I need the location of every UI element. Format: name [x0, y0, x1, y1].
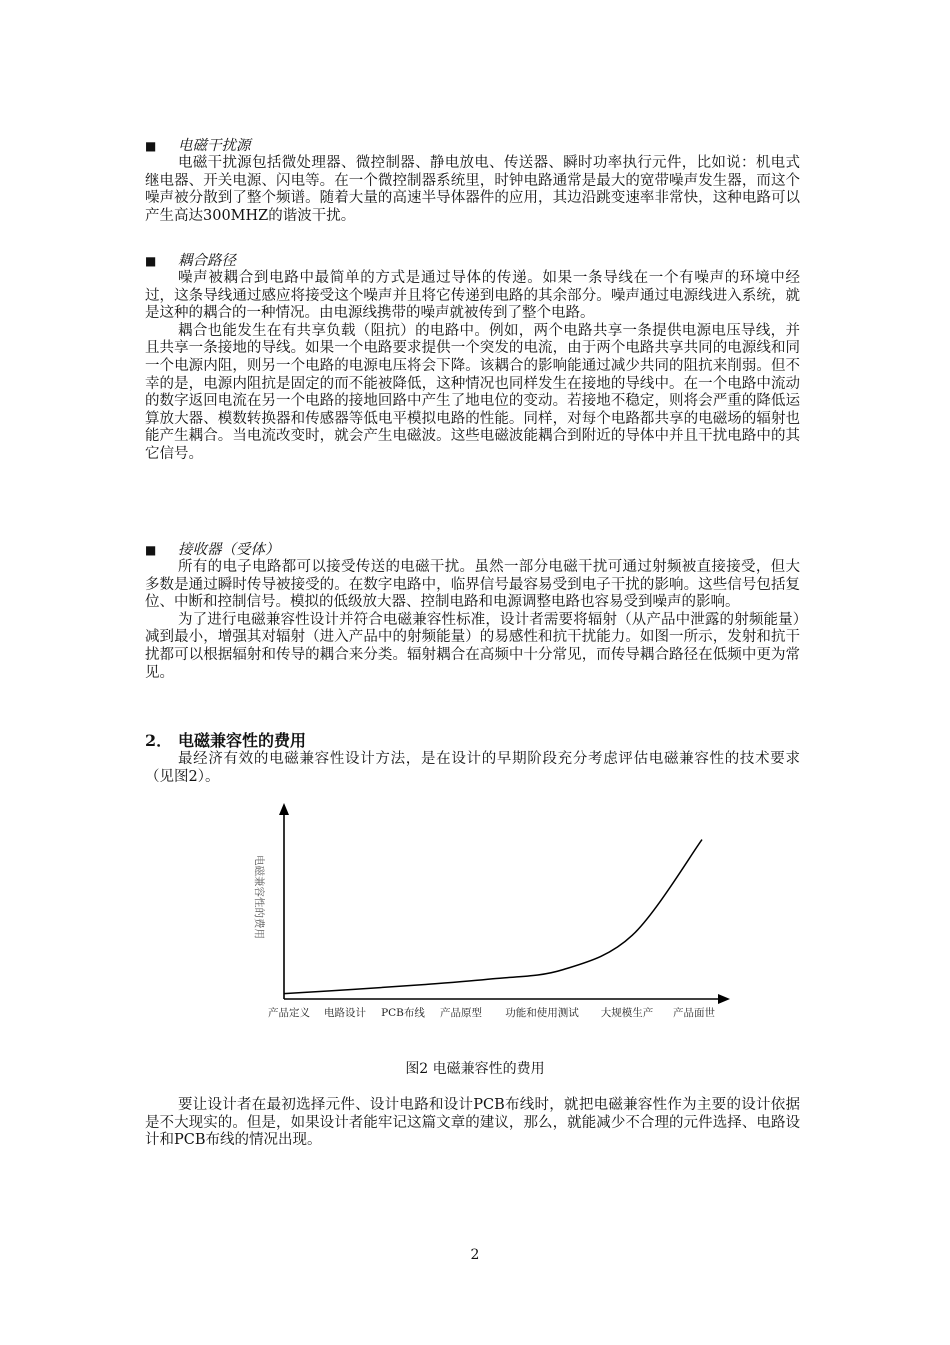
chart-svg — [240, 795, 740, 1025]
paragraph: 噪声被耦合到电路中最简单的方式是通过导体的传递。如果一条导线在一个有噪声的环境中经过，这条导线通过感应将接受这个噪声并且将它传递到电路的其余部分。噪声通过电源线进入系统，就是这种的耦合的一种情况。由电源线携带的噪声就被传到了整个电路。 — [145, 270, 800, 322]
figure-caption: 图2 电磁兼容性的费用 — [405, 1061, 545, 1077]
bullet-heading — [145, 541, 800, 559]
square-bullet-icon: ■ — [145, 139, 157, 153]
paragraph: 最经济有效的电磁兼容性设计方法，是在设计的早期阶段充分考虑评估电磁兼容性的技术要求（见图2）。 — [145, 751, 800, 785]
section-heading — [145, 731, 800, 751]
section-emc-cost — [145, 731, 800, 786]
section-emi-source — [145, 137, 800, 225]
section-receiver — [145, 541, 800, 682]
y-axis-label: 电磁兼容性的费用 — [253, 855, 265, 939]
x-tick-label: 产品定义 — [268, 1007, 310, 1019]
x-tick-label: 大规模生产 — [600, 1007, 654, 1019]
paragraph: 电磁干扰源包括微处理器、微控制器、静电放电、传送器、瞬时功率执行元件，比如说：机电式继电器、开关电源、闪电等。在一个微控制器系统里，时钟电路通常是最大的宽带噪声发生器，而这个噪声被分散到了整个频谱。随着大量的高速半导体器件的应用，其边沿跳变速率非常快，这种电路可以产生高达300MHZ的谐波干扰。 — [145, 155, 800, 224]
x-tick-label: PCB布线 — [381, 1007, 425, 1019]
section-title: 接收器（受体） — [178, 542, 280, 558]
x-tick-label: 功能和使用测试 — [505, 1007, 579, 1019]
closing-text — [145, 1097, 800, 1150]
square-bullet-icon: ■ — [145, 543, 157, 557]
section-title: 耦合路径 — [178, 253, 236, 269]
section-title: 电磁干扰源 — [178, 138, 251, 154]
paragraph: 所有的电子电路都可以接受传送的电磁干扰。虽然一部分电磁干扰可通过射频被直接接受，但大多数是通过瞬时传导被接受的。在数字电路中，临界信号最容易受到电子干扰的影响。这些信号包括复位、中断和控制信号。模拟的低级放大器、控制电路和电源调整电路也容易受到噪声的影响。 — [145, 559, 800, 611]
bullet-heading — [145, 252, 800, 270]
x-tick-label: 电路设计 — [324, 1007, 366, 1019]
section-coupling-path — [145, 252, 800, 464]
y-axis-arrow-icon — [279, 803, 289, 815]
square-bullet-icon: ■ — [145, 254, 157, 268]
page-number: 2 — [470, 1247, 480, 1263]
x-axis-arrow-icon — [718, 994, 730, 1004]
x-tick-label: 产品面世 — [673, 1007, 715, 1019]
section-number: 2． — [145, 731, 173, 750]
paragraph: 耦合也能发生在有共享负载（阻抗）的电路中。例如，两个电路共享一条提供电源电压导线，并且共享一条接地的导线。如果一个电路要求提供一个突发的电流，由于两个电路共享共同的电源线和同一个电源内阻，则另一个电路的电源电压将会下降。该耦合的影响能通过减少共同的阻抗来削弱。但不幸的是，电源内阻抗是固定的而不能被降低，这种情况也同样发生在接地的导线中。在一个电路中流动的数字返回电流在另一个电路的接地回路中产生了地电位的变动。若接地不稳定，则将会严重的降低运算放大器、模数转换器和传感器等低电平模拟电路的性能。同样，对每个电路都共享的电磁场的辐射也能产生耦合。当电流改变时，就会产生电磁波。这些电磁波能耦合到附近的导体中并且干扰电路中的其它信号。 — [145, 322, 800, 462]
bullet-heading — [145, 137, 800, 155]
section-title: 电磁兼容性的费用 — [178, 731, 307, 750]
paragraph: 为了进行电磁兼容性设计并符合电磁兼容性标准，设计者需要将辐射（从产品中泄露的射频能量）减到最小，增强其对辐射（进入产品中的射频能量）的易感性和抗干扰能力。如图一所示，发射和抗干扰都可以根据辐射和传导的耦合来分类。辐射耦合在高频中十分常见，而传导耦合路径在低频中更为常见。 — [145, 611, 800, 681]
paragraph: 要让设计者在最初选择元件、设计电路和设计PCB布线时，就把电磁兼容性作为主要的设计依据是不大现实的。但是，如果设计者能牢记这篇文章的建议，那么，就能减少不合理的元件选择、电路设计和PCB布线的情况出现。 — [145, 1097, 800, 1149]
x-tick-label: 产品原型 — [440, 1007, 482, 1019]
cost-curve-line — [284, 840, 702, 994]
emc-cost-chart — [240, 795, 740, 1025]
